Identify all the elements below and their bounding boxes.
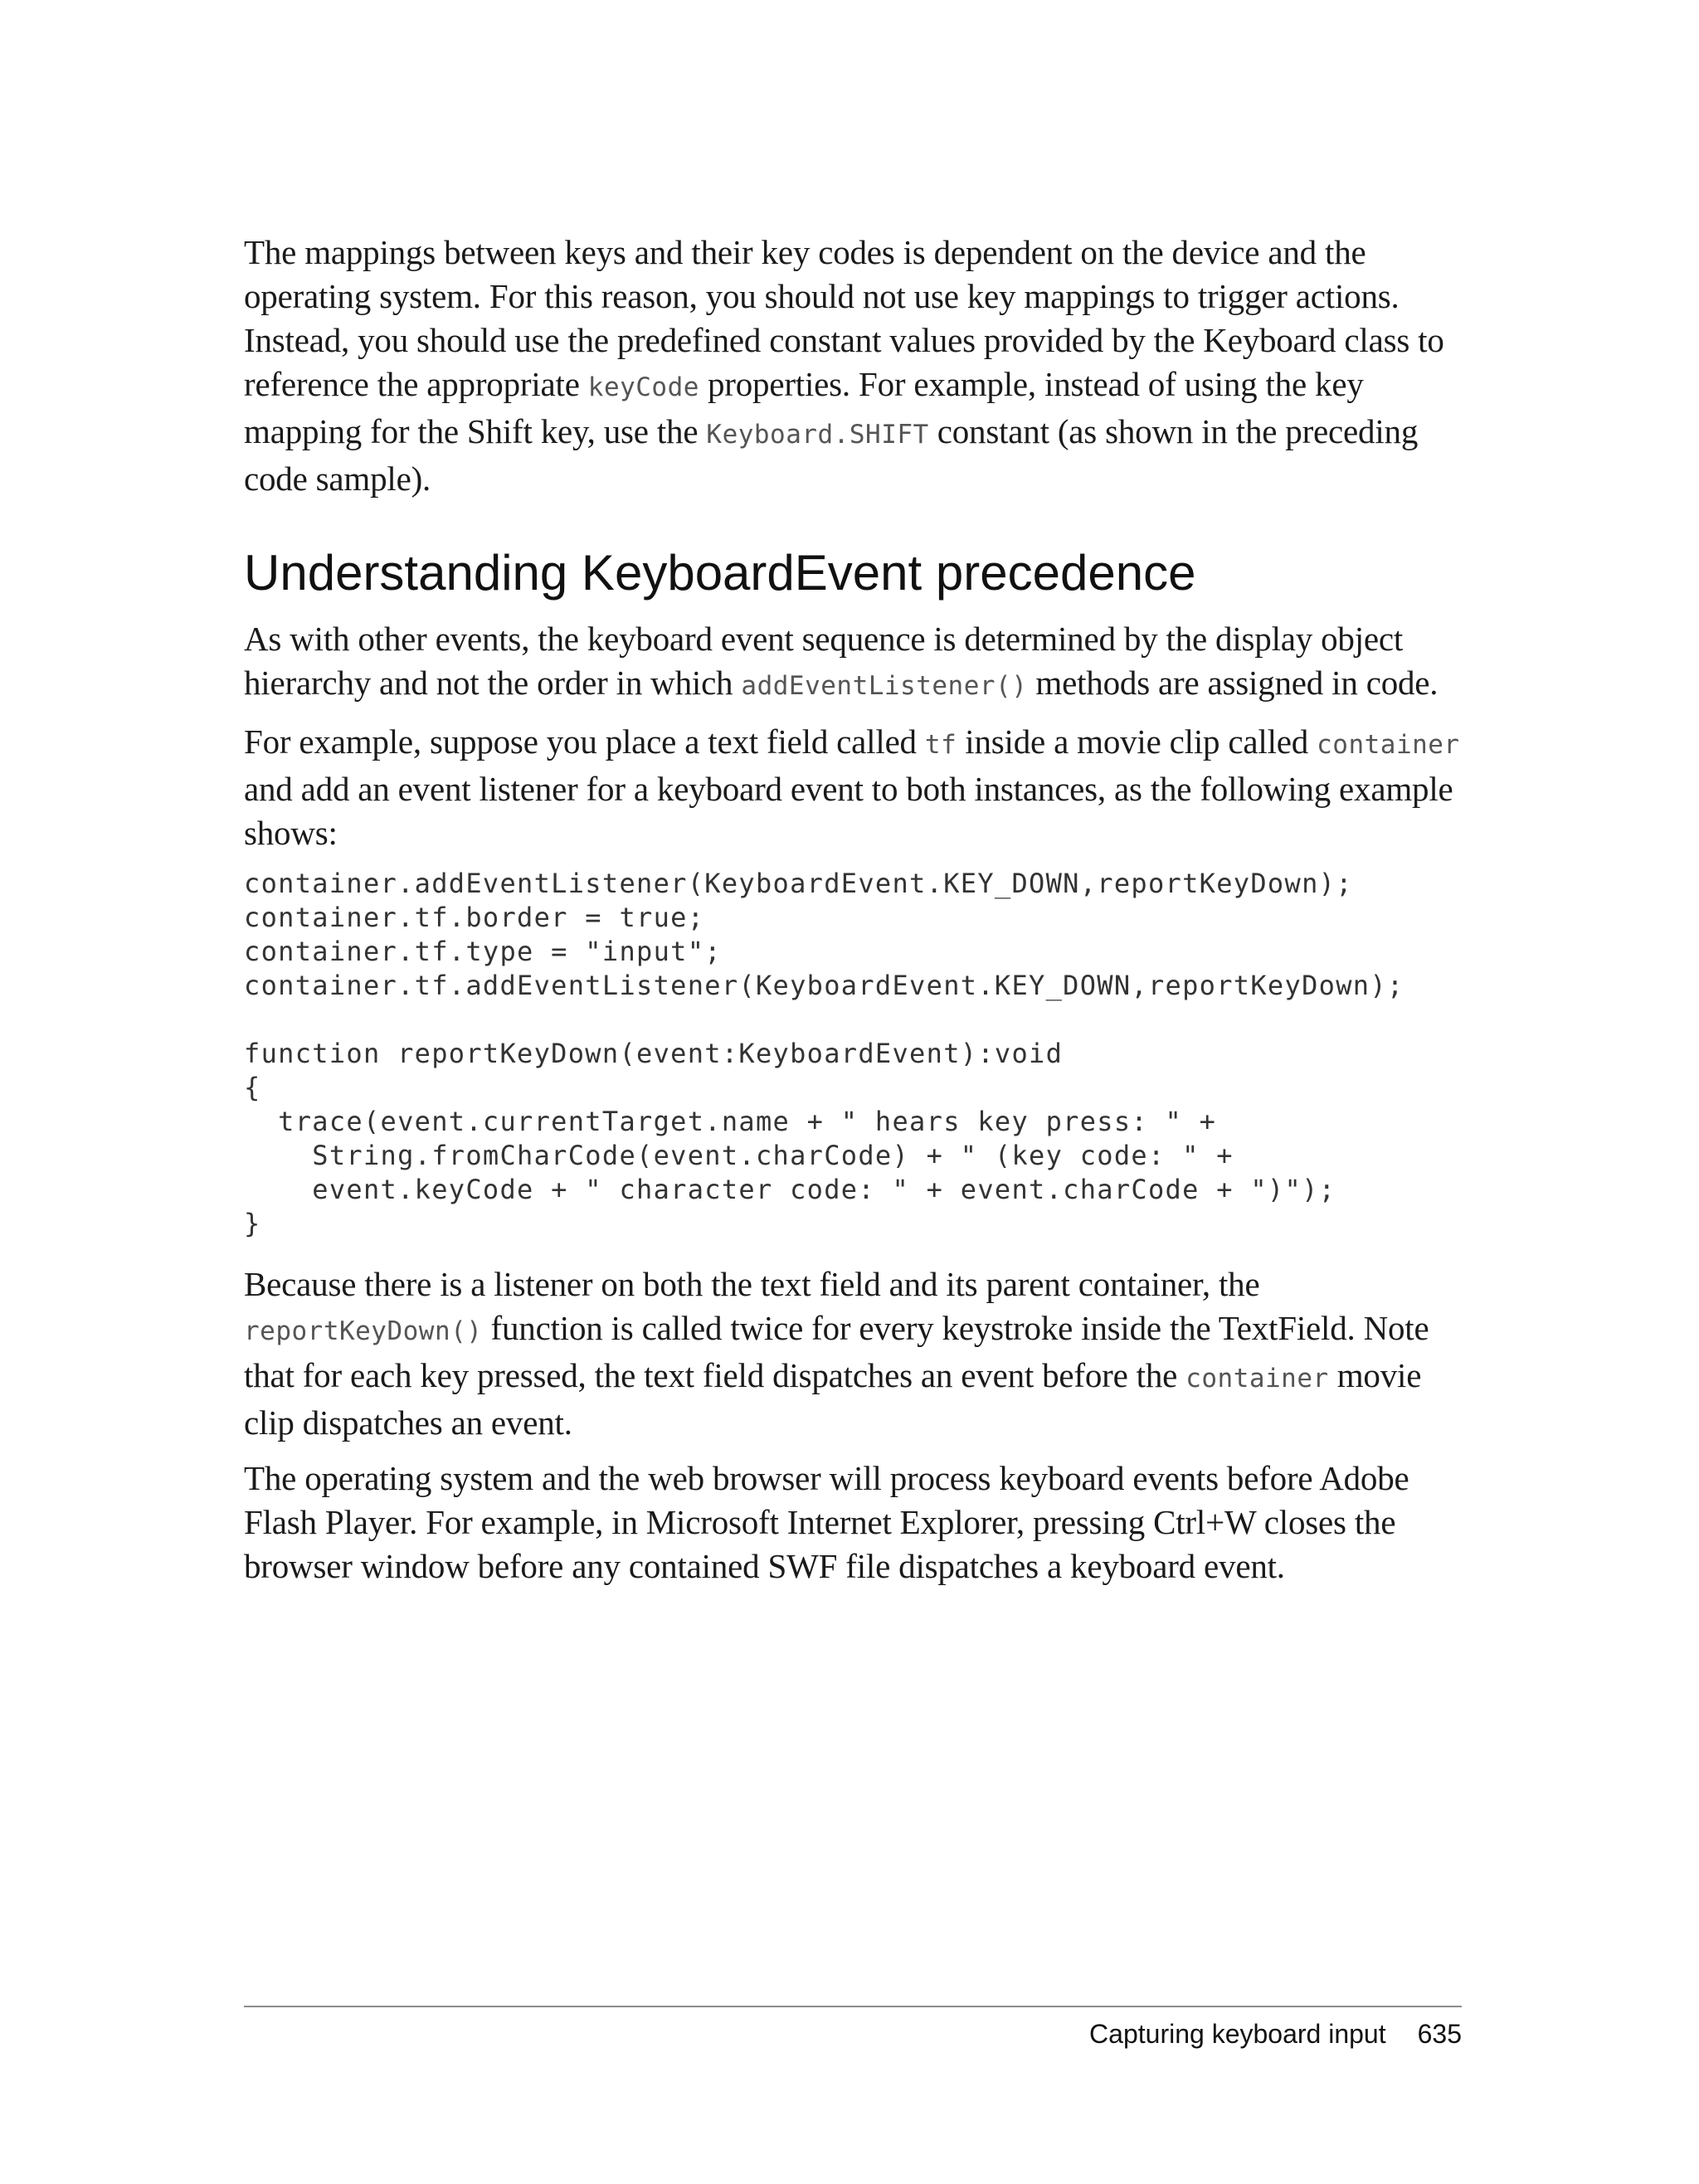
section-heading: Understanding KeyboardEvent precedence — [244, 545, 1196, 601]
paragraph-example-intro — [244, 720, 1463, 855]
text-run: For example, suppose you place a text field called — [244, 722, 925, 761]
text-run: function is called twice for every keystroke inside the TextField. Note that for each key pressed, the text field dispatches an event before the — [244, 1309, 1429, 1394]
code-sample: container.addEventListener(KeyboardEvent.KEY_DOWN,reportKeyDown); container.tf.border = true; container.tf.type = "input"; container.tf.addEventListener(KeyboardEvent.KEY_DOWN,reportKeyDown); function reportKeyDown(event:KeyboardEvent):void { trace(event.currentTarget.name + " hears key press: " + String.fromCharCode(event.charCode) + " (key code: " + event.keyCode + " character code: " + event.charCode + ")"); } — [244, 868, 1404, 1239]
inline-code-keycode: keyCode — [587, 372, 699, 402]
footer-divider — [244, 2006, 1462, 2007]
text-run: As with other events, the keyboard event sequence is determined by the display object hierarchy and not the order in which — [244, 620, 1404, 702]
text-run: Because there is a listener on both the text field and its parent container, the — [244, 1265, 1260, 1303]
paragraph-listener-explanation — [244, 1262, 1463, 1445]
paragraph-event-sequence — [244, 617, 1463, 708]
inline-code-reportkeydown: reportKeyDown() — [244, 1316, 483, 1346]
inline-code-addeventlistener: addEventListener() — [741, 671, 1028, 701]
text-run: and add an event listener for a keyboard event to both instances, as the following example shows: — [244, 770, 1453, 852]
inline-code-container: container — [1317, 730, 1460, 760]
paragraph-browser-note — [244, 1457, 1463, 1588]
text-run: inside a movie clip called — [957, 722, 1317, 761]
paragraph-key-mappings — [244, 231, 1463, 501]
page-number: 635 — [1417, 2019, 1462, 2049]
text-run: constant (as shown in the preceding code sample). — [244, 412, 1419, 498]
page-footer — [1089, 2019, 1462, 2050]
text-run: The operating system and the web browser will process keyboard events before Adobe Flash Player. For example, in Microsoft Internet Explorer, pressing Ctrl+W closes the browser window before any contained SWF file dispatches a keyboard event. — [244, 1459, 1409, 1585]
text-run: methods are assigned in code. — [1027, 664, 1439, 702]
inline-code-keyboard-shift: Keyboard.SHIFT — [706, 420, 929, 450]
footer-section-title: Capturing keyboard input — [1089, 2019, 1386, 2049]
inline-code-container: container — [1185, 1364, 1329, 1394]
inline-code-tf: tf — [924, 730, 957, 760]
text-run: movie clip dispatches an event. — [244, 1356, 1422, 1442]
text-run: The mappings between keys and their key codes is dependent on the device and the operating system. For this reason, you should not use key mappings to trigger actions. Instead, you should use the predefined constant values provided by the Keyboard class to reference the appropriate — [244, 233, 1444, 403]
page-content — [244, 231, 1463, 1600]
text-run: properties. For example, instead of using the key mapping for the Shift key, use the — [244, 365, 1364, 450]
